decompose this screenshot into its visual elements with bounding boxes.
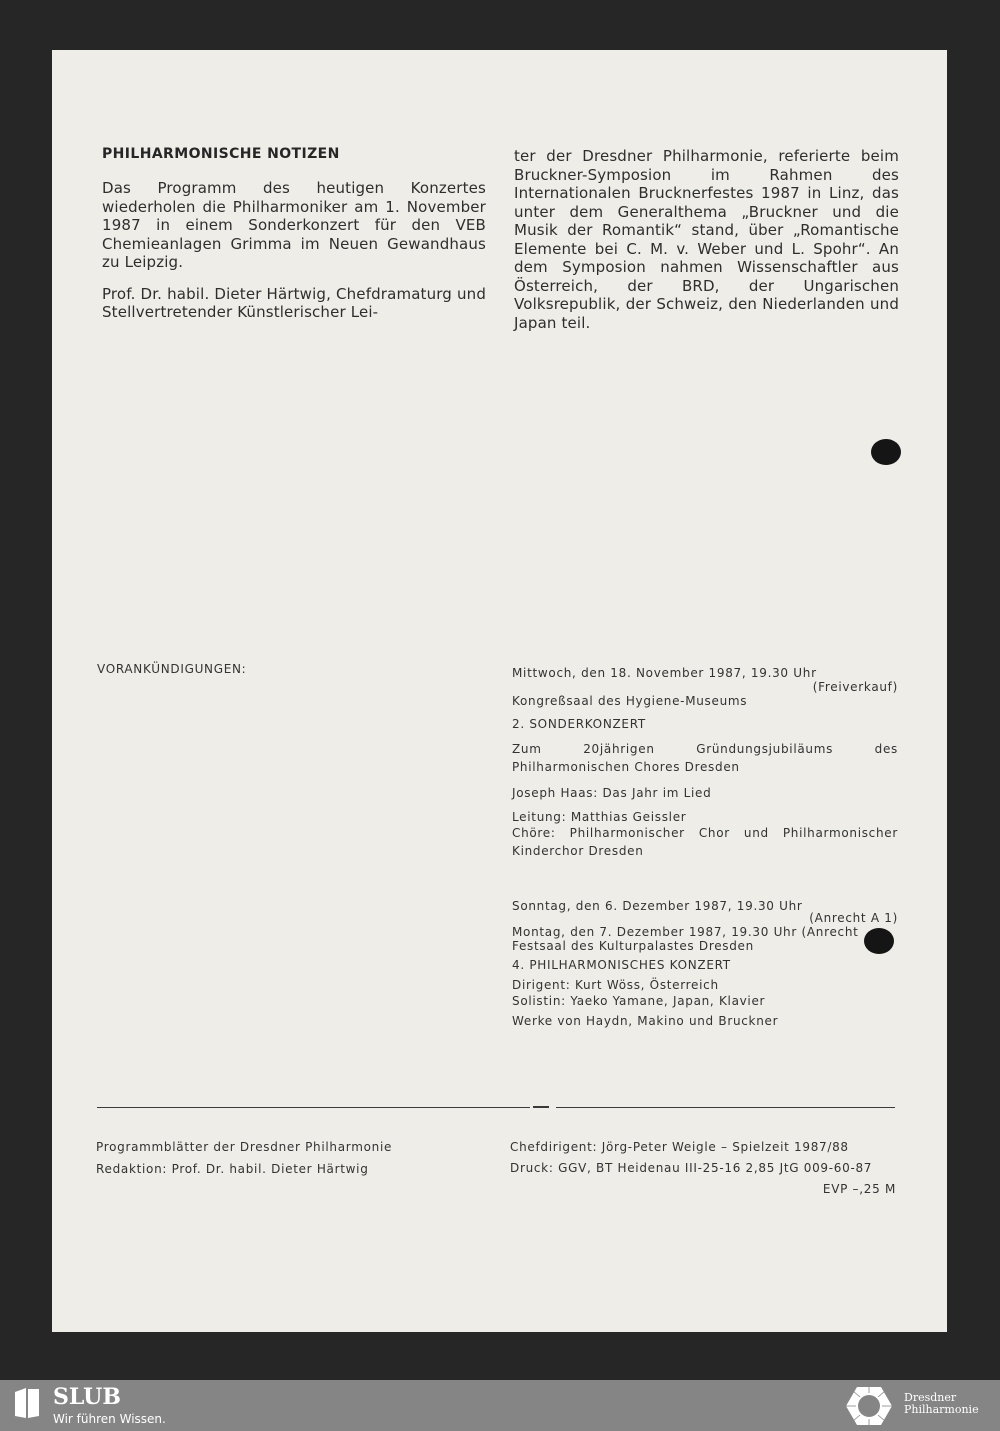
event-2-date-2: Montag, den 7. Dezember 1987, 19.30 Uhr (Anrecht [512, 925, 859, 939]
event-2-date-1: Sonntag, den 6. Dezember 1987, 19.30 Uhr [512, 899, 803, 913]
event-2-soloist: Solistin: Yaeko Yamane, Japan, Klavier [512, 994, 766, 1008]
publication-title: Programmblätter der Dresdner Philharmonie [96, 1140, 393, 1154]
event-2-works: Werke von Haydn, Makino und Bruckner [512, 1014, 779, 1028]
section-heading: PHILHARMONISCHE NOTIZEN [102, 146, 340, 162]
divider-rule [533, 1106, 549, 1108]
partner-line-2: Philharmonie [904, 1403, 979, 1416]
paragraph-symposion: ter der Dresdner Philharmonie, referierte beim Bruckner-Symposion im Rahmen des Internationalen Brucknerfestes 1987 in Linz, das unter dem Generalthema „Bruckner und die Musik der Romantik“ stand, über „Romantische Elemente bei C. M. v. Weber und L. Spohr“. An dem Symposion nahmen Wissenschaftler aus Österreich, der BRD, der Ungarischen Volksrepublik, der Schweiz, den Niederlanden und Japan teil. [514, 147, 899, 332]
divider-rule [97, 1107, 530, 1108]
slub-logo-icon[interactable] [12, 1386, 42, 1424]
event-1-occasion: Zum 20jährigen Gründungsjubiläums des Philharmonischen Chores Dresden [512, 742, 898, 774]
editor-line: Redaktion: Prof. Dr. habil. Dieter Härtwig [96, 1162, 369, 1176]
event-1 [512, 666, 898, 860]
punch-hole [871, 439, 901, 465]
event-1-title: 2. SONDERKONZERT [512, 717, 646, 731]
event-1-conductor: Leitung: Matthias Geissler [512, 810, 687, 824]
colophon-left [96, 1136, 392, 1180]
price-line: EVP –,25 M [822, 1182, 896, 1196]
print-line: Druck: GGV, BT Heidenau III-25-16 2,85 JtG 009-60-87 [510, 1161, 873, 1175]
slub-name[interactable]: SLUB [53, 1384, 121, 1410]
event-1-date: Mittwoch, den 18. November 1987, 19.30 Uhr [512, 666, 817, 680]
paragraph-haertwig: Prof. Dr. habil. Dieter Härtwig, Chefdramaturg und Stellvertretender Künstlerischer Lei- [102, 284, 486, 321]
dresdner-philharmonie-logo-icon[interactable] [845, 1385, 893, 1431]
event-2-title: 4. PHILHARMONISCHES KONZERT [512, 958, 731, 972]
paragraph-program-repeat: Das Programm des heutigen Konzertes wiederholen die Philharmoniker am 1. November 1987 in einem Sonderkonzert für den VEB Chemieanlagen Grimma im Neuen Gewandhaus zu Leipzig. [102, 179, 486, 271]
announcements-label: VORANKÜNDIGUNGEN: [97, 662, 247, 676]
event-1-venue: Kongreßsaal des Hygiene-Museums [512, 694, 748, 708]
event-1-choirs: Chöre: Philharmonischer Chor und Philharmonischer Kinderchor Dresden [512, 826, 898, 858]
right-column [514, 147, 899, 345]
event-1-ticket-note: (Freiverkauf) [812, 680, 898, 694]
event-2 [512, 899, 898, 1028]
event-2-conductor: Dirigent: Kurt Wöss, Österreich [512, 978, 719, 992]
event-2-venue: Festsaal des Kulturpalastes Dresden [512, 939, 754, 953]
colophon-right [510, 1137, 896, 1200]
partner-line-1: Dresdner [904, 1391, 957, 1404]
event-1-program: Joseph Haas: Das Jahr im Lied [512, 786, 712, 800]
footer-bar [0, 1380, 1000, 1431]
slub-tagline: Wir führen Wissen. [53, 1412, 166, 1426]
dresdner-philharmonie-label [904, 1392, 979, 1416]
event-2-subscription-1: (Anrecht A 1) [809, 911, 898, 925]
divider-rule [556, 1107, 895, 1108]
left-column [102, 179, 486, 335]
chief-conductor-line: Chefdirigent: Jörg-Peter Weigle – Spielzeit 1987/88 [510, 1140, 849, 1154]
